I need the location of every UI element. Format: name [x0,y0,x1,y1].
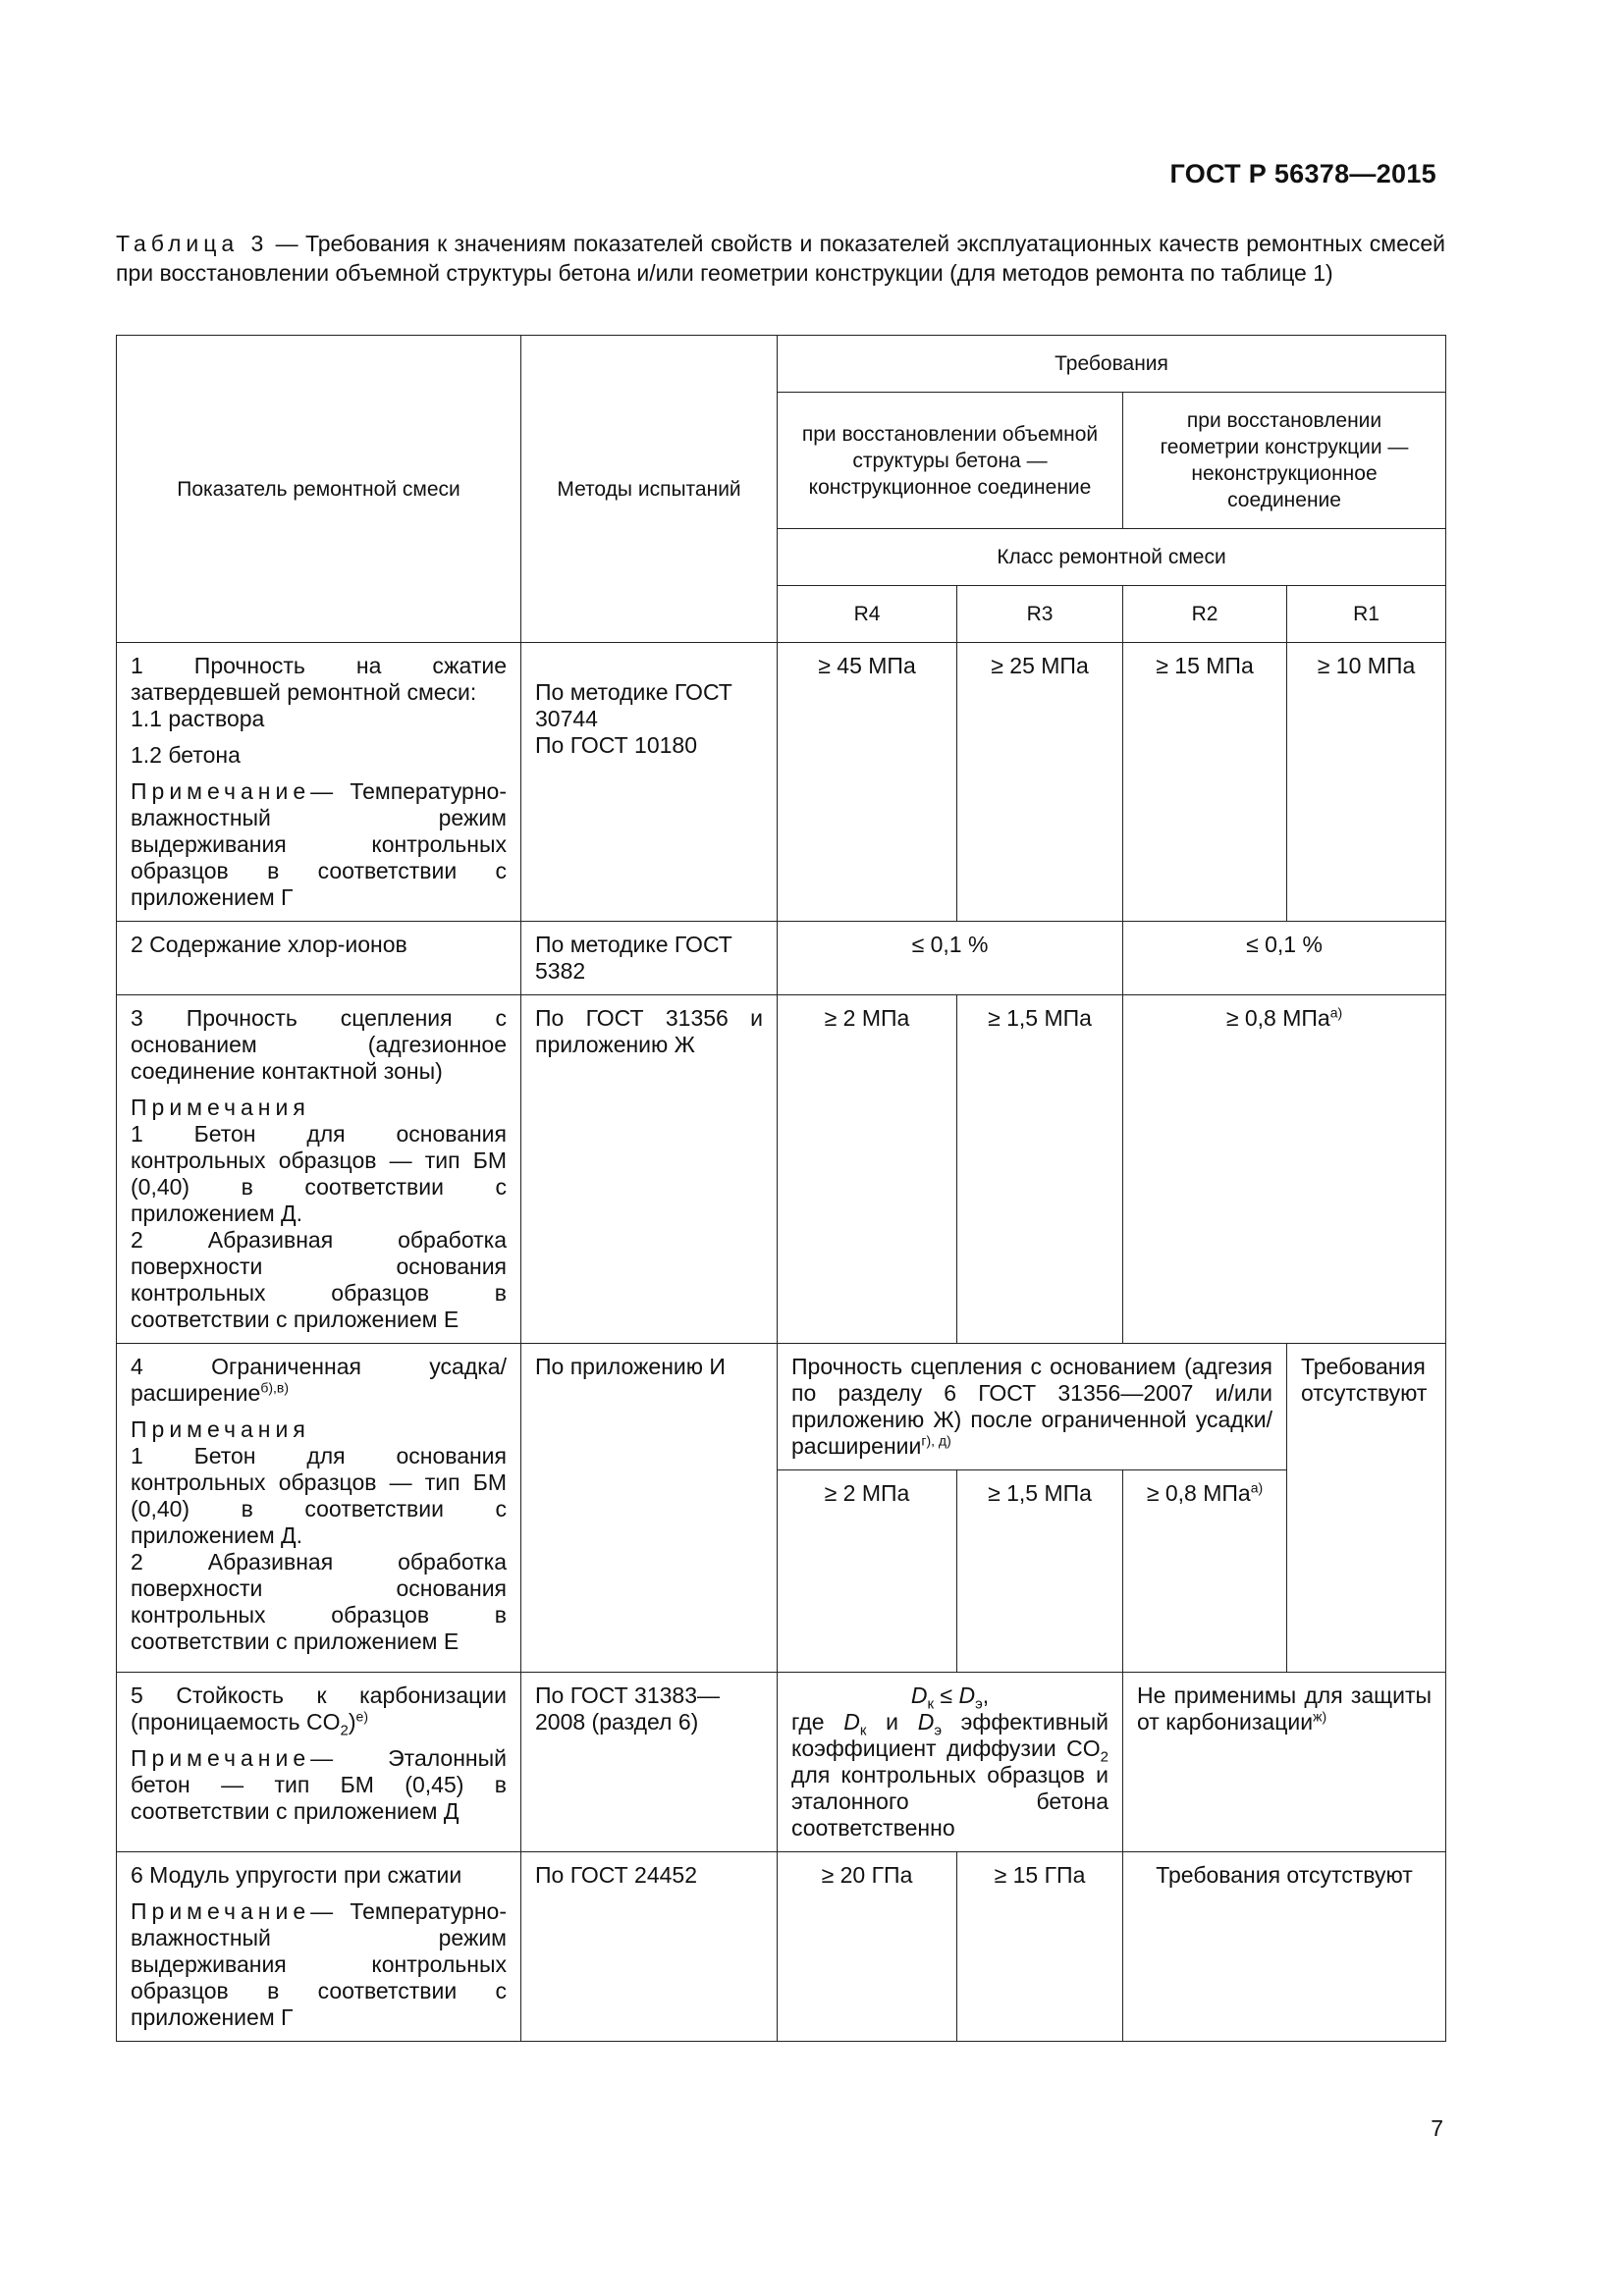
row5-title-end: ) [348,1709,356,1735]
header-geometry: при восстановлении геометрии конструкции — неконструкционное соединение [1123,393,1446,529]
formula-end: , [982,1682,990,1708]
desc-end: для контрольных образцов и эталонного бетона соответственно [791,1762,1109,1841]
row5-title-text: 5 Стойкость к карбонизации (проницаемость CO [131,1682,507,1735]
row3-indicator [117,995,521,1344]
row3-note1: 1 Бетон для основания контрольных образцов — тип БМ (0,40) в соответствии с приложением Д. [131,1121,507,1226]
footnote-gd: г), д) [921,1432,951,1449]
row5-formula [791,1682,1109,1713]
row6-title: 6 Модуль упругости при сжатии [131,1862,462,1888]
row4-adhesion [778,1344,1287,1470]
desc-dk-sub: к [859,1722,867,1739]
row5-title [131,1682,507,1739]
note-text: — Температурно-влажностный режим выдерживания контрольных образцов в соответствии с приложением Г [131,1898,507,2030]
row4-r1: Требования отсутствуют [1287,1344,1446,1673]
row6-method: По ГОСТ 24452 [521,1852,778,2042]
row4-note1: 1 Бетон для основания контрольных образцов — тип БМ (0,40) в соответствии с приложением Д. [131,1443,507,1548]
row1-r1: ≥ 10 МПа [1287,643,1446,922]
class-r1: R1 [1287,586,1446,643]
caption-label: Таблица 3 [116,231,269,256]
row2-indicator: 2 Содержание хлор-ионов [117,922,521,995]
formula-dk: D [910,1682,928,1708]
row5-description [791,1709,1109,1842]
header-indicator: Показатель ремонтной смеси [117,336,521,643]
desc-de: D [917,1709,935,1735]
row3-title: 3 Прочность сцепления с основанием (адгезионное соединение контактной зоны) [131,1005,507,1084]
page-number: 7 [1431,2115,1443,2141]
header-requirements: Требования [778,336,1446,393]
row6-r4: ≥ 20 ГПа [778,1852,957,2042]
row5-title-sub: 2 [340,1722,349,1739]
row6-r3: ≥ 15 ГПа [957,1852,1123,2042]
row6-geometry: Требования отсутствуют [1123,1852,1446,2042]
formula-dk-sub: к [927,1695,935,1713]
row4-indicator [117,1344,521,1673]
row4-r2-value: ≥ 0,8 МПа [1146,1480,1251,1506]
row6-indicator [117,1852,521,2042]
row3-r4: ≥ 2 МПа [778,995,957,1344]
formula-de-sub: э [975,1695,983,1713]
desc-dk: D [843,1709,860,1735]
header-methods: Методы испытаний [521,336,778,643]
row4-r2 [1123,1470,1287,1673]
document-code: ГОСТ Р 56378—2015 [1169,159,1436,188]
desc-de-sub: э [934,1722,942,1739]
caption-dash: — [268,231,305,256]
row4-method: По приложению И [521,1344,778,1673]
row5-geometry [1123,1673,1446,1852]
row5-geometry-text: Не применимы для защиты от карбонизации [1137,1682,1433,1735]
footnote-a: а) [1329,1004,1343,1021]
footnote-bv: б),в) [260,1379,289,1396]
table-row [117,643,1446,922]
row3-geometry [1123,995,1446,1344]
footnote-zh: ж) [1313,1708,1327,1725]
row5-structural [778,1673,1123,1852]
row3-method: По ГОСТ 31356 и приложению Ж [521,995,778,1344]
note-label: Примечание [131,1898,311,1924]
row4-note2: 2 Абразивная обработка поверхности основания контрольных образцов в соответствии с приложением Е [131,1549,507,1654]
note-label: Примечание [131,778,311,804]
row3-geometry-value: ≥ 0,8 МПа [1225,1005,1330,1031]
row3-note2: 2 Абразивная обработка поверхности основания контрольных образцов в соответствии с приложением Е [131,1227,507,1332]
row4-r3: ≥ 1,5 МПа [957,1470,1123,1673]
row1-title: 1 Прочность на сжатие затвердевшей ремонтной смеси: [131,653,507,705]
row1-r3: ≥ 25 МПа [957,643,1123,922]
row1-sub2: 1.2 бетона [131,742,241,768]
row3-notes-label: Примечания [131,1095,310,1120]
row1-r2: ≥ 15 МПа [1123,643,1287,922]
row3-r3: ≥ 1,5 МПа [957,995,1123,1344]
desc-sub: 2 [1100,1748,1109,1766]
row5-note [131,1745,507,1825]
row1-note [131,778,507,911]
table-row [117,922,1446,995]
row5-indicator [117,1673,521,1852]
header-row-1 [117,336,1446,393]
class-r2: R2 [1123,586,1287,643]
header-structural: при восстановлении объемной структуры бетона — конструкционное соединение [778,393,1123,529]
desc-and: и [886,1709,898,1735]
table-row [117,1344,1446,1470]
row2-method: По методике ГОСТ 5382 [521,922,778,995]
note-text: — Эталонный бетон — тип БМ (0,45) в соответствии с приложением Д [131,1745,507,1824]
desc-text: эффективный коэффициент диффузии CO [791,1709,1109,1761]
table-caption [116,229,1445,288]
row1-method2: По ГОСТ 10180 [535,732,698,758]
footnote-a: а) [1250,1479,1264,1496]
desc-where: где [791,1709,825,1735]
row1-r4: ≥ 45 МПа [778,643,957,922]
note-text: — Температурно-влажностный режим выдерживания контрольных образцов в соответствии с приложением Г [131,778,507,910]
row1-method [521,643,778,922]
row6-note [131,1898,507,2031]
row2-geometry: ≤ 0,1 % [1123,922,1446,995]
table-row [117,995,1446,1344]
header-class: Класс ремонтной смеси [778,529,1446,586]
requirements-table [116,335,1446,2042]
class-r4: R4 [778,586,957,643]
row1-sub1: 1.1 раствора [131,706,265,731]
row4-title [131,1354,507,1407]
row4-notes-label: Примечания [131,1416,310,1442]
row1-indicator [117,643,521,922]
caption-text: Требования к значениям показателей свойств и показателей эксплуатационных качеств ремонтных смесей при восстановлении объемной структуры бетона и/или геометрии конструкции (для методов ремонта по таблице 1) [116,231,1445,286]
footnote-e: е) [355,1708,368,1725]
row4-r4: ≥ 2 МПа [778,1470,957,1673]
row4-adhesion-text: Прочность сцепления с основанием (адгезия по разделу 6 ГОСТ 31356—2007 и/или приложению Ж) после ограниченной усадки/расширении [791,1354,1272,1459]
formula-op: ≤ [934,1682,959,1708]
formula-de: D [958,1682,976,1708]
row1-method1: По методике ГОСТ 30744 [535,679,732,731]
class-r3: R3 [957,586,1123,643]
table-row [117,1673,1446,1852]
note-label: Примечание [131,1745,311,1771]
row2-structural: ≤ 0,1 % [778,922,1123,995]
row5-method: По ГОСТ 31383—2008 (раздел 6) [521,1673,778,1852]
row4-title-text: 4 Ограниченная усадка/расширение [131,1354,507,1406]
table-row [117,1852,1446,2042]
